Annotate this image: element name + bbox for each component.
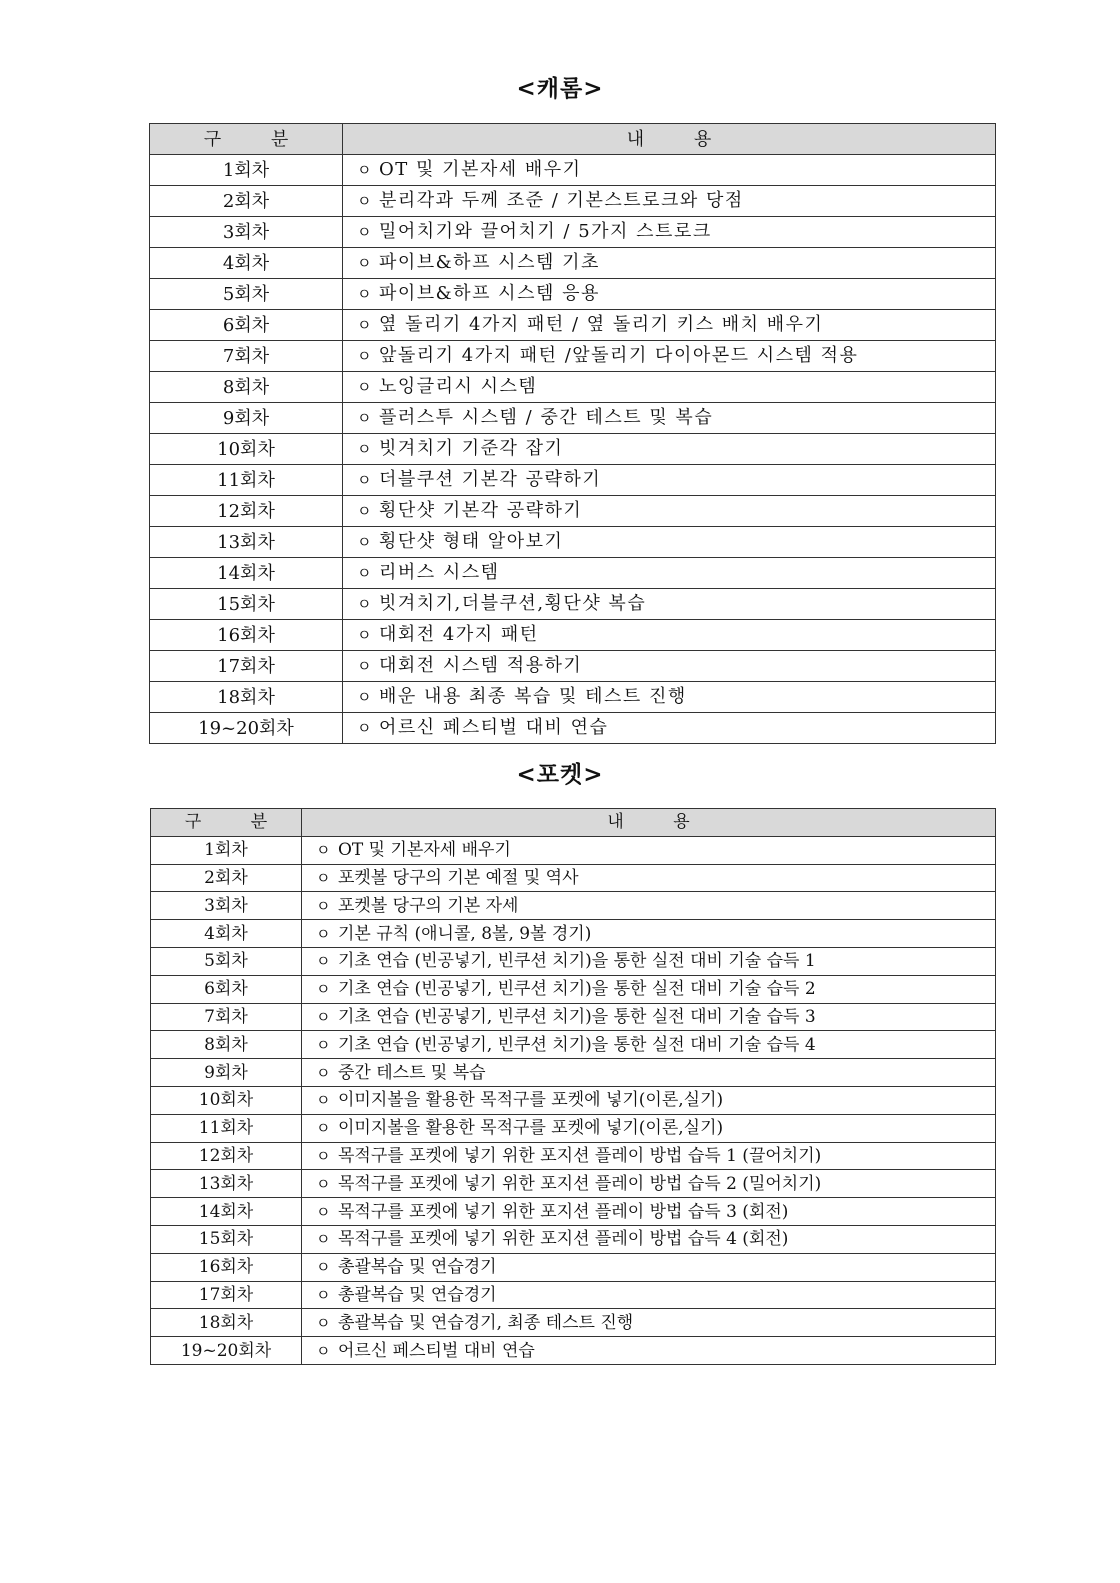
table-row: [150, 341, 996, 372]
bullet-icon: ㅇ: [357, 626, 373, 644]
content-cell: [302, 1142, 996, 1170]
session-cell: 10회차: [150, 434, 343, 465]
table-row: [151, 1309, 996, 1337]
content-text: 옆 돌리기 4가지 패턴 / 옆 돌리기 키스 배치 배우기: [379, 314, 824, 335]
bullet-icon: ㅇ: [357, 657, 373, 675]
bullet-icon: ㅇ: [357, 161, 373, 179]
content-text: 총괄복습 및 연습경기, 최종 테스트 진행: [338, 1312, 634, 1333]
bullet-icon: ㅇ: [316, 1119, 331, 1138]
content-cell: [343, 279, 996, 310]
content-text: 더블쿠션 기본각 공략하기: [379, 469, 602, 490]
content-text: 기초 연습 (빈공넣기, 빈쿠션 치기)을 통한 실전 대비 기술 습득 3: [338, 1006, 816, 1027]
session-cell: 5회차: [150, 279, 343, 310]
content-text: 포켓볼 당구의 기본 자세: [338, 895, 519, 916]
table-row: [150, 589, 996, 620]
content-cell: [343, 558, 996, 589]
pocket-schedule-table: [150, 808, 996, 1365]
table-row: [150, 248, 996, 279]
table-row: [151, 836, 996, 864]
session-cell: 6회차: [151, 975, 302, 1003]
table-row: [150, 217, 996, 248]
table-row: [150, 310, 996, 341]
session-cell: 13회차: [150, 527, 343, 558]
table-row: [151, 1031, 996, 1059]
bullet-icon: ㅇ: [316, 1007, 331, 1026]
session-cell: 7회차: [151, 1003, 302, 1031]
bullet-icon: ㅇ: [357, 502, 373, 520]
bullet-icon: ㅇ: [357, 688, 373, 706]
content-text: 목적구를 포켓에 넣기 위한 포지션 플레이 방법 습득 2 (밀어치기): [338, 1173, 822, 1194]
content-text: 목적구를 포켓에 넣기 위한 포지션 플레이 방법 습득 4 (회전): [338, 1229, 789, 1250]
table-row: [151, 1170, 996, 1198]
table-row: [150, 186, 996, 217]
content-cell: [343, 341, 996, 372]
table-header-row: [151, 809, 996, 837]
content-cell: [343, 310, 996, 341]
bullet-icon: ㅇ: [357, 440, 373, 458]
bullet-icon: ㅇ: [357, 533, 373, 551]
session-cell: 17회차: [151, 1281, 302, 1309]
content-cell: [343, 651, 996, 682]
bullet-icon: ㅇ: [316, 924, 331, 943]
bullet-icon: ㅇ: [316, 1341, 331, 1360]
header-session: 구 분: [150, 124, 343, 155]
content-text: 배운 내용 최종 복습 및 테스트 진행: [379, 686, 687, 707]
content-text: 빗겨치기 기준각 잡기: [379, 438, 564, 459]
content-cell: [343, 217, 996, 248]
table-row: [151, 1086, 996, 1114]
table-row: [150, 651, 996, 682]
session-cell: 3회차: [151, 892, 302, 920]
session-cell: 17회차: [150, 651, 343, 682]
content-cell: [302, 920, 996, 948]
content-cell: [302, 892, 996, 920]
content-cell: [302, 864, 996, 892]
table-row: [150, 465, 996, 496]
content-text: 노잉글리시 시스템: [379, 376, 538, 397]
session-cell: 6회차: [150, 310, 343, 341]
session-cell: 8회차: [151, 1031, 302, 1059]
session-cell: 15회차: [151, 1225, 302, 1253]
session-cell: 7회차: [150, 341, 343, 372]
bullet-icon: ㅇ: [316, 1091, 331, 1110]
bullet-icon: ㅇ: [316, 1285, 331, 1304]
content-cell: [302, 1198, 996, 1226]
table-row: [150, 682, 996, 713]
header-content: 내 용: [302, 809, 996, 837]
session-cell: 11회차: [151, 1114, 302, 1142]
bullet-icon: ㅇ: [316, 1063, 331, 1082]
session-cell: 18회차: [151, 1309, 302, 1337]
content-cell: [343, 682, 996, 713]
table-row: [150, 713, 996, 744]
session-cell: 14회차: [150, 558, 343, 589]
bullet-icon: ㅇ: [316, 841, 331, 860]
content-text: OT 및 기본자세 배우기: [379, 159, 582, 180]
bullet-icon: ㅇ: [316, 952, 331, 971]
bullet-icon: ㅇ: [357, 223, 373, 241]
table-row: [150, 434, 996, 465]
content-cell: [343, 465, 996, 496]
bullet-icon: ㅇ: [316, 1230, 331, 1249]
content-text: 어르신 페스티벌 대비 연습: [379, 717, 609, 738]
table-row: [151, 1281, 996, 1309]
bullet-icon: ㅇ: [357, 285, 373, 303]
bullet-icon: ㅇ: [357, 192, 373, 210]
table-row: [151, 864, 996, 892]
content-cell: [302, 975, 996, 1003]
content-text: 이미지볼을 활용한 목적구를 포켓에 넣기(이론,실기): [338, 1118, 724, 1139]
carom-section-title: <캐롬>: [516, 75, 604, 102]
content-text: 기초 연습 (빈공넣기, 빈쿠션 치기)을 통한 실전 대비 기술 습득 4: [338, 1034, 816, 1055]
pocket-section-title: <포켓>: [516, 761, 604, 788]
bullet-icon: ㅇ: [316, 896, 331, 915]
table-row: [151, 1253, 996, 1281]
content-text: 총괄복습 및 연습경기: [338, 1257, 497, 1278]
content-text: 밀어치기와 끌어치기 / 5가지 스트로크: [379, 221, 712, 242]
content-text: 횡단샷 기본각 공략하기: [379, 500, 583, 521]
content-text: 이미지볼을 활용한 목적구를 포켓에 넣기(이론,실기): [338, 1090, 724, 1111]
content-text: 리버스 시스템: [379, 562, 500, 583]
content-text: 파이브&하프 시스템 응용: [379, 283, 600, 304]
content-cell: [343, 527, 996, 558]
table-row: [150, 155, 996, 186]
header-session: 구 분: [151, 809, 302, 837]
table-row: [151, 1059, 996, 1087]
content-cell: [302, 1225, 996, 1253]
content-text: 중간 테스트 및 복습: [338, 1062, 486, 1083]
content-text: 목적구를 포켓에 넣기 위한 포지션 플레이 방법 습득 3 (회전): [338, 1201, 789, 1222]
table-row: [151, 1225, 996, 1253]
bullet-icon: ㅇ: [316, 980, 331, 999]
header-content: 내 용: [343, 124, 996, 155]
bullet-icon: ㅇ: [357, 347, 373, 365]
content-text: 목적구를 포켓에 넣기 위한 포지션 플레이 방법 습득 1 (끌어치기): [338, 1145, 822, 1166]
content-text: 분리각과 두께 조준 / 기본스트로크와 당점: [379, 190, 744, 211]
table-row: [150, 403, 996, 434]
bullet-icon: ㅇ: [316, 1174, 331, 1193]
bullet-icon: ㅇ: [316, 1258, 331, 1277]
content-text: 앞돌리기 4가지 패턴 /앞돌리기 다이아몬드 시스템 적용: [379, 345, 859, 366]
content-cell: [343, 155, 996, 186]
content-cell: [343, 620, 996, 651]
content-cell: [343, 186, 996, 217]
session-cell: 10회차: [151, 1086, 302, 1114]
content-cell: [343, 589, 996, 620]
content-cell: [343, 713, 996, 744]
session-cell: 16회차: [151, 1253, 302, 1281]
session-cell: 5회차: [151, 947, 302, 975]
session-cell: 8회차: [150, 372, 343, 403]
table-row: [151, 947, 996, 975]
content-text: 빗겨치기,더블쿠션,횡단샷 복습: [379, 593, 647, 614]
content-text: 기초 연습 (빈공넣기, 빈쿠션 치기)을 통한 실전 대비 기술 습득 2: [338, 979, 816, 1000]
table-row: [150, 279, 996, 310]
carom-schedule-table: [149, 123, 996, 744]
table-row: [150, 558, 996, 589]
bullet-icon: ㅇ: [357, 254, 373, 272]
content-cell: [302, 1170, 996, 1198]
session-cell: 2회차: [150, 186, 343, 217]
session-cell: 14회차: [151, 1198, 302, 1226]
content-text: 기본 규칙 (애니콜, 8볼, 9볼 경기): [338, 923, 592, 944]
session-cell: 1회차: [151, 836, 302, 864]
bullet-icon: ㅇ: [316, 868, 331, 887]
bullet-icon: ㅇ: [357, 471, 373, 489]
content-cell: [302, 947, 996, 975]
content-cell: [343, 496, 996, 527]
content-cell: [343, 434, 996, 465]
content-text: 파이브&하프 시스템 기초: [379, 252, 600, 273]
session-cell: 18회차: [150, 682, 343, 713]
table-row: [151, 1198, 996, 1226]
content-text: 어르신 페스티벌 대비 연습: [338, 1340, 535, 1361]
session-cell: 4회차: [150, 248, 343, 279]
bullet-icon: ㅇ: [316, 1202, 331, 1221]
bullet-icon: ㅇ: [357, 316, 373, 334]
bullet-icon: ㅇ: [357, 719, 373, 737]
content-text: 포켓볼 당구의 기본 예절 및 역사: [338, 867, 579, 888]
session-cell: 19~20회차: [151, 1337, 302, 1365]
bullet-icon: ㅇ: [316, 1146, 331, 1165]
table-row: [151, 1114, 996, 1142]
table-row: [151, 920, 996, 948]
bullet-icon: ㅇ: [357, 564, 373, 582]
session-cell: 19~20회차: [150, 713, 343, 744]
session-cell: 13회차: [151, 1170, 302, 1198]
session-cell: 4회차: [151, 920, 302, 948]
table-row: [150, 527, 996, 558]
content-cell: [343, 248, 996, 279]
session-cell: 9회차: [150, 403, 343, 434]
content-cell: [343, 372, 996, 403]
content-text: 횡단샷 형태 알아보기: [379, 531, 564, 552]
session-cell: 11회차: [150, 465, 343, 496]
bullet-icon: ㅇ: [316, 1313, 331, 1332]
table-row: [151, 892, 996, 920]
session-cell: 15회차: [150, 589, 343, 620]
content-cell: [302, 1059, 996, 1087]
session-cell: 12회차: [150, 496, 343, 527]
content-text: 대회전 시스템 적용하기: [379, 655, 583, 676]
content-text: 대회전 4가지 패턴: [379, 624, 539, 645]
table-row: [150, 620, 996, 651]
session-cell: 2회차: [151, 864, 302, 892]
content-cell: [302, 1337, 996, 1365]
content-cell: [343, 403, 996, 434]
content-cell: [302, 836, 996, 864]
content-text: 총괄복습 및 연습경기: [338, 1284, 497, 1305]
content-cell: [302, 1281, 996, 1309]
session-cell: 9회차: [151, 1059, 302, 1087]
content-cell: [302, 1086, 996, 1114]
content-cell: [302, 1031, 996, 1059]
table-row: [150, 372, 996, 403]
table-header-row: [150, 124, 996, 155]
content-text: 기초 연습 (빈공넣기, 빈쿠션 치기)을 통한 실전 대비 기술 습득 1: [338, 951, 816, 972]
table-row: [151, 975, 996, 1003]
table-row: [150, 496, 996, 527]
session-cell: 16회차: [150, 620, 343, 651]
session-cell: 1회차: [150, 155, 343, 186]
table-row: [151, 1003, 996, 1031]
bullet-icon: ㅇ: [357, 378, 373, 396]
bullet-icon: ㅇ: [357, 595, 373, 613]
content-text: 플러스투 시스템 / 중간 테스트 및 복습: [379, 407, 714, 428]
content-text: OT 및 기본자세 배우기: [338, 840, 511, 861]
table-row: [151, 1142, 996, 1170]
content-cell: [302, 1309, 996, 1337]
content-cell: [302, 1003, 996, 1031]
table-row: [151, 1337, 996, 1365]
content-cell: [302, 1114, 996, 1142]
bullet-icon: ㅇ: [357, 409, 373, 427]
bullet-icon: ㅇ: [316, 1035, 331, 1054]
content-cell: [302, 1253, 996, 1281]
session-cell: 3회차: [150, 217, 343, 248]
session-cell: 12회차: [151, 1142, 302, 1170]
